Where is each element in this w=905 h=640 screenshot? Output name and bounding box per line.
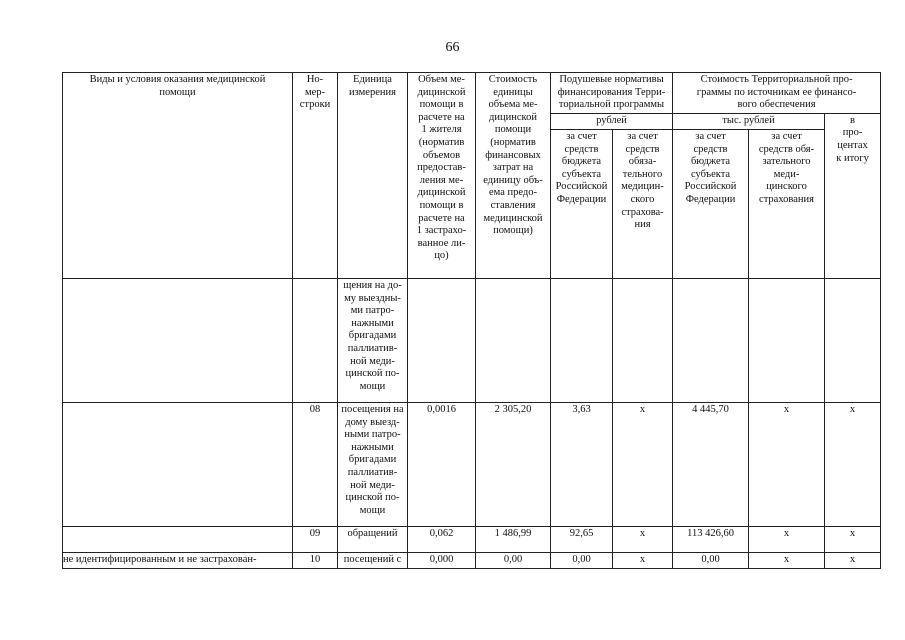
cell-per-oms: [613, 279, 673, 403]
header-row-number: Но- мер- строки: [293, 73, 338, 279]
cell-percent: x: [825, 527, 881, 553]
cell-per-budget: 92,65: [551, 527, 613, 553]
cell-unit-cost: 2 305,20: [476, 403, 551, 527]
cell-total-budget: 113 426,60: [673, 527, 749, 553]
table-row: [63, 527, 881, 553]
cell-unit: щения на до- му выездны- ми патро- нажными бригадами паллиатив- ной меди- цинской по- мощи: [338, 279, 408, 403]
cell-volume: 0,062: [408, 527, 476, 553]
financing-table: [62, 72, 881, 569]
cell-per-oms: x: [613, 553, 673, 569]
header-unit: Единица измерения: [338, 73, 408, 279]
cell-care-type: [63, 527, 293, 553]
cell-row-number: 09: [293, 527, 338, 553]
cell-unit: посещений с: [338, 553, 408, 569]
header-rubles: рублей: [551, 113, 673, 129]
cell-unit: обращений: [338, 527, 408, 553]
header-per-budget: за счет средств бюджета субъекта Российской Федерации: [551, 130, 613, 279]
cell-total-oms: x: [749, 403, 825, 527]
cell-per-oms: x: [613, 527, 673, 553]
cell-percent: x: [825, 403, 881, 527]
cell-row-number: [293, 279, 338, 403]
cell-volume: 0,000: [408, 553, 476, 569]
cell-percent: [825, 279, 881, 403]
cell-care-type: не идентифицированным и не застрахован-: [63, 553, 293, 569]
cell-care-type: [63, 403, 293, 527]
header-program-cost: Стоимость Территориальной про- граммы по источникам ее финансо- вого обеспечения: [673, 73, 881, 114]
cell-total-budget: 0,00: [673, 553, 749, 569]
cell-unit-cost: [476, 279, 551, 403]
cell-unit: посещения на дому выезд- ными патро- нажными бригадами паллиатив- ной меди- цинской по- мощи: [338, 403, 408, 527]
cell-total-budget: [673, 279, 749, 403]
header-total-budget: за счет средств бюджета субъекта Российской Федерации: [673, 130, 749, 279]
header-per-capita: Подушевые нормативы финансирования Терри- ториальной программы: [551, 73, 673, 114]
cell-care-type: [63, 279, 293, 403]
header-per-oms: за счет средств обяза- тельного медицин- ского страхова- ния: [613, 130, 673, 279]
page-number: 66: [445, 40, 460, 55]
cell-percent: x: [825, 553, 881, 569]
header-volume: Объем ме- дицинской помощи в расчете на 1 жителя (норматив объемов предостав- ления ме- дицинской помощи в расчете на 1 застрахо- ванное ли- цо): [408, 73, 476, 279]
header-total-oms: за счет средств обя- зательного меди- цинского страхования: [749, 130, 825, 279]
cell-unit-cost: 1 486,99: [476, 527, 551, 553]
cell-total-oms: x: [749, 553, 825, 569]
cell-per-oms: x: [613, 403, 673, 527]
cell-unit-cost: 0,00: [476, 553, 551, 569]
cell-per-budget: 3,63: [551, 403, 613, 527]
header-unit-cost: Стоимость единицы объема ме- дицинской помощи (норматив финансовых затрат на единицу объ- ема предо- ставления медицинской помощи): [476, 73, 551, 279]
cell-per-budget: 0,00: [551, 553, 613, 569]
cell-volume: [408, 279, 476, 403]
table-row: [63, 403, 881, 527]
cell-row-number: 10: [293, 553, 338, 569]
table-row: [63, 553, 881, 569]
table-row: [63, 279, 881, 403]
header-care-type: Виды и условия оказания медицинской помощи: [63, 73, 293, 279]
cell-total-budget: 4 445,70: [673, 403, 749, 527]
cell-per-budget: [551, 279, 613, 403]
cell-row-number: 08: [293, 403, 338, 527]
cell-total-oms: x: [749, 527, 825, 553]
header-thousand-rubles: тыс. рублей: [673, 113, 825, 129]
header-percent: в про- центах к итогу: [825, 113, 881, 278]
cell-volume: 0,0016: [408, 403, 476, 527]
cell-total-oms: [749, 279, 825, 403]
